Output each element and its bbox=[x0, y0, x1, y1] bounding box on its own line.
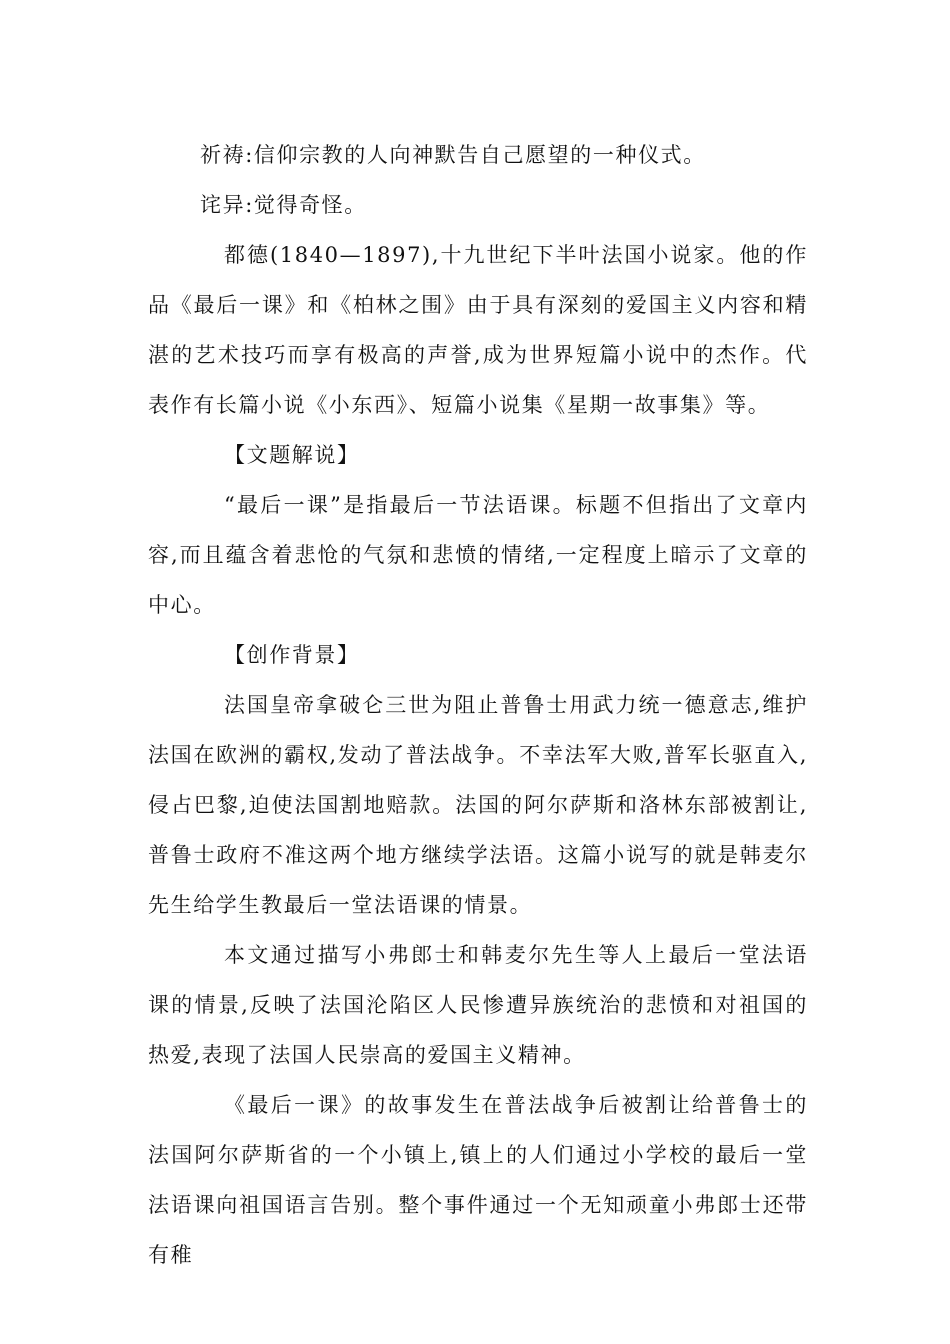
section-heading-background: 【创作背景】 bbox=[224, 643, 360, 667]
author-intro-paragraph: 都德(1840—1897),十九世纪下半叶法国小说家。他的作品《最后一课》和《柏林之围》由于具有深刻的爱国主义内容和精湛的艺术技巧而享有极高的声誉,成为世界短篇小说中的杰作。代表作有长篇小说《小东西》、短篇小说集《星期一故事集》等。 bbox=[148, 243, 808, 417]
theme-paragraph: 本文通过描写小弗郎士和韩麦尔先生等人上最后一堂法语课的情景,反映了法国沦陷区人民惨遭异族统治的悲愤和对祖国的热爱,表现了法国人民崇高的爱国主义精神。 bbox=[148, 943, 808, 1067]
title-explanation-paragraph: “最后一课”是指最后一节法语课。标题不但指出了文章内容,而且蕴含着悲怆的气氛和悲愤的情绪,一定程度上暗示了文章的中心。 bbox=[148, 493, 808, 617]
section-heading-title-explanation: 【文题解说】 bbox=[224, 443, 360, 467]
definition-chayi: 诧异:觉得奇怪。 bbox=[200, 193, 367, 217]
story-paragraph: 《最后一课》的故事发生在普法战争后被割让给普鲁士的法国阿尔萨斯省的一个小镇上,镇上的人们通过小学校的最后一堂法语课向祖国语言告别。整个事件通过一个无知顽童小弗郎士还带有稚 bbox=[148, 1093, 808, 1267]
document-body bbox=[148, 130, 808, 1280]
definition-qidao: 祈祷:信仰宗教的人向神默告自己愿望的一种仪式。 bbox=[200, 143, 706, 167]
background-paragraph: 法国皇帝拿破仑三世为阻止普鲁士用武力统一德意志,维护法国在欧洲的霸权,发动了普法战争。不幸法军大败,普军长驱直入,侵占巴黎,迫使法国割地赔款。法国的阿尔萨斯和洛林东部被割让,普鲁士政府不准这两个地方继续学法语。这篇小说写的就是韩麦尔先生给学生教最后一堂法语课的情景。 bbox=[148, 693, 808, 917]
